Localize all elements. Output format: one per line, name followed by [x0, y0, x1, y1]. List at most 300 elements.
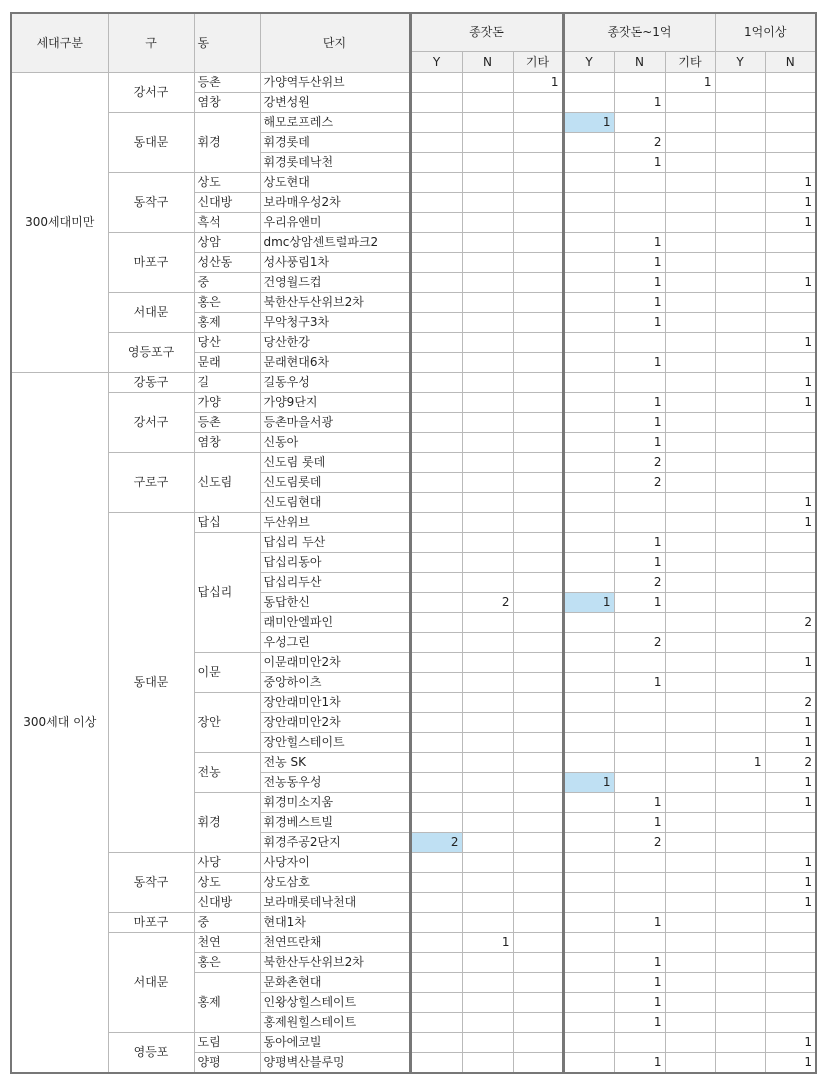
- value-cell: [462, 273, 513, 293]
- value-cell: [665, 893, 715, 913]
- gu-cell: 구로구: [108, 453, 194, 513]
- value-cell: [715, 1013, 765, 1033]
- segment-cell: 300세대 이상: [11, 373, 108, 1074]
- value-cell: [462, 633, 513, 653]
- value-cell: [410, 573, 462, 593]
- dong-cell: 홍은: [194, 293, 260, 313]
- value-cell: [513, 953, 563, 973]
- gu-cell: 서대문: [108, 293, 194, 333]
- value-cell: [715, 573, 765, 593]
- value-cell: [715, 453, 765, 473]
- value-cell: [563, 693, 614, 713]
- value-cell: [462, 773, 513, 793]
- gu-cell: 동작구: [108, 853, 194, 913]
- value-cell: [563, 193, 614, 213]
- value-cell: [715, 293, 765, 313]
- dong-cell: 휘경: [194, 113, 260, 173]
- value-cell: [765, 1013, 816, 1033]
- value-cell: [665, 433, 715, 453]
- value-cell: [513, 693, 563, 713]
- value-cell: [410, 513, 462, 533]
- value-cell: [765, 433, 816, 453]
- dong-cell: 홍은: [194, 953, 260, 973]
- value-cell: [563, 713, 614, 733]
- danji-cell: 휘경롯데낙천: [260, 153, 410, 173]
- table-row: [11, 333, 816, 353]
- value-cell: [513, 813, 563, 833]
- value-cell: [715, 993, 765, 1013]
- value-cell: [665, 773, 715, 793]
- value-cell: [715, 253, 765, 273]
- value-cell: [614, 873, 665, 893]
- value-cell: [563, 553, 614, 573]
- value-cell: [410, 693, 462, 713]
- dong-cell: 중: [194, 273, 260, 293]
- value-cell: [513, 353, 563, 373]
- table-row: [11, 913, 816, 933]
- value-cell: [563, 453, 614, 473]
- value-cell: [462, 533, 513, 553]
- value-cell: [513, 453, 563, 473]
- value-cell: [715, 633, 765, 653]
- value-cell: [715, 893, 765, 913]
- value-cell: [563, 393, 614, 413]
- value-cell: [563, 433, 614, 453]
- dong-cell: 전농: [194, 753, 260, 793]
- value-cell: [614, 733, 665, 753]
- danji-cell: 당산한강: [260, 333, 410, 353]
- header-danji: 단지: [260, 13, 410, 73]
- value-cell: [665, 553, 715, 573]
- value-cell: [614, 753, 665, 773]
- header-seg: 세대구분: [11, 13, 108, 73]
- danji-cell: 래미안엘파인: [260, 613, 410, 633]
- value-cell: [513, 293, 563, 313]
- value-cell: 1: [765, 173, 816, 193]
- danji-cell: 보라매롯데낙천대: [260, 893, 410, 913]
- value-cell: [410, 113, 462, 133]
- value-cell: [765, 353, 816, 373]
- value-cell: [765, 533, 816, 553]
- gu-cell: 서대문: [108, 933, 194, 1033]
- danji-cell: 홍제원힐스테이트: [260, 1013, 410, 1033]
- dong-cell: 천연: [194, 933, 260, 953]
- value-cell: [563, 293, 614, 313]
- header-g3-n: N: [765, 52, 816, 73]
- value-cell: [665, 513, 715, 533]
- value-cell: [665, 573, 715, 593]
- value-cell: [513, 853, 563, 873]
- value-cell: [614, 693, 665, 713]
- danji-cell: 답십리 두산: [260, 533, 410, 553]
- table-row: [11, 1033, 816, 1053]
- value-cell: [715, 853, 765, 873]
- value-cell: 1: [614, 93, 665, 113]
- value-cell: [513, 633, 563, 653]
- value-cell: [715, 113, 765, 133]
- value-cell: [513, 233, 563, 253]
- value-cell: [765, 993, 816, 1013]
- value-cell: 1: [614, 1013, 665, 1033]
- value-cell: [563, 993, 614, 1013]
- value-cell: [665, 673, 715, 693]
- danji-cell: 건영월드컵: [260, 273, 410, 293]
- value-cell: [665, 273, 715, 293]
- value-cell: [462, 333, 513, 353]
- value-cell: [563, 733, 614, 753]
- value-cell: [715, 173, 765, 193]
- value-cell: [614, 373, 665, 393]
- value-cell: [462, 1053, 513, 1074]
- value-cell: [462, 473, 513, 493]
- danji-cell: 두산위브: [260, 513, 410, 533]
- gu-cell: 강서구: [108, 393, 194, 453]
- value-cell: [410, 253, 462, 273]
- value-cell: 1: [614, 313, 665, 333]
- dong-cell: 장안: [194, 693, 260, 753]
- value-cell: [563, 233, 614, 253]
- value-cell: [715, 693, 765, 713]
- value-cell: [665, 193, 715, 213]
- danji-cell: 휘경주공2단지: [260, 833, 410, 853]
- value-cell: [715, 873, 765, 893]
- dong-cell: 신도림: [194, 453, 260, 513]
- value-cell: [513, 653, 563, 673]
- value-cell: [513, 333, 563, 353]
- value-cell: [462, 513, 513, 533]
- value-cell: [563, 673, 614, 693]
- value-cell: 1: [765, 193, 816, 213]
- value-cell: [513, 793, 563, 813]
- danji-cell: 가양역두산위브: [260, 73, 410, 93]
- gu-cell: 영등포: [108, 1033, 194, 1074]
- value-cell: [715, 353, 765, 373]
- value-cell: [410, 653, 462, 673]
- value-cell: [410, 433, 462, 453]
- value-cell: [765, 133, 816, 153]
- value-cell: [410, 933, 462, 953]
- dong-cell: 염창: [194, 93, 260, 113]
- value-cell: [665, 533, 715, 553]
- value-cell: [715, 153, 765, 173]
- header-g2-y: Y: [563, 52, 614, 73]
- danji-cell: 무악청구3차: [260, 313, 410, 333]
- value-cell: [765, 593, 816, 613]
- value-cell: [513, 873, 563, 893]
- value-cell: [410, 213, 462, 233]
- header-g1-etc: 기타: [513, 52, 563, 73]
- value-cell: [513, 273, 563, 293]
- value-cell: [765, 833, 816, 853]
- value-cell: [410, 593, 462, 613]
- value-cell: [563, 1013, 614, 1033]
- value-cell: [410, 413, 462, 433]
- value-cell: [665, 233, 715, 253]
- value-cell: 2: [765, 753, 816, 773]
- value-cell: [513, 713, 563, 733]
- value-cell: 2: [614, 133, 665, 153]
- value-cell: [715, 593, 765, 613]
- dong-cell: 중: [194, 913, 260, 933]
- dong-cell: 성산동: [194, 253, 260, 273]
- value-cell: [715, 313, 765, 333]
- value-cell: [563, 573, 614, 593]
- value-cell: [462, 93, 513, 113]
- table-row: [11, 113, 816, 133]
- value-cell: 1: [563, 593, 614, 613]
- value-cell: 1: [765, 733, 816, 753]
- gu-cell: 강서구: [108, 73, 194, 113]
- value-cell: [715, 193, 765, 213]
- value-cell: [665, 93, 715, 113]
- value-cell: [462, 493, 513, 513]
- value-cell: 1: [765, 793, 816, 813]
- value-cell: [765, 633, 816, 653]
- value-cell: [715, 933, 765, 953]
- dong-cell: 상암: [194, 233, 260, 253]
- danji-cell: 전농동우성: [260, 773, 410, 793]
- value-cell: [715, 493, 765, 513]
- value-cell: 1: [614, 533, 665, 553]
- value-cell: [665, 133, 715, 153]
- value-cell: [410, 853, 462, 873]
- value-cell: 2: [614, 453, 665, 473]
- header-dong: 동: [194, 13, 260, 73]
- value-cell: [715, 773, 765, 793]
- value-cell: [410, 673, 462, 693]
- value-cell: [410, 193, 462, 213]
- value-cell: [614, 613, 665, 633]
- gu-cell: 강동구: [108, 373, 194, 393]
- value-cell: 1: [765, 393, 816, 413]
- value-cell: [513, 913, 563, 933]
- value-cell: [513, 593, 563, 613]
- danji-cell: 성사풍림1차: [260, 253, 410, 273]
- danji-cell: 양평벽산블루밍: [260, 1053, 410, 1074]
- value-cell: [462, 153, 513, 173]
- value-cell: [410, 733, 462, 753]
- value-cell: [563, 873, 614, 893]
- value-cell: [614, 893, 665, 913]
- dong-cell: 답십리: [194, 533, 260, 653]
- danji-cell: 전농 SK: [260, 753, 410, 773]
- value-cell: [614, 173, 665, 193]
- value-cell: [665, 933, 715, 953]
- value-cell: 2: [462, 593, 513, 613]
- value-cell: [563, 633, 614, 653]
- value-cell: [513, 973, 563, 993]
- danji-cell: 동답한신: [260, 593, 410, 613]
- table-row: [11, 933, 816, 953]
- value-cell: [513, 133, 563, 153]
- value-cell: [715, 233, 765, 253]
- value-cell: [614, 73, 665, 93]
- value-cell: [665, 733, 715, 753]
- value-cell: [665, 853, 715, 873]
- table-row: [11, 293, 816, 313]
- danji-cell: 동아에코빌: [260, 1033, 410, 1053]
- value-cell: 1: [614, 1053, 665, 1074]
- value-cell: 1: [765, 713, 816, 733]
- value-cell: [563, 333, 614, 353]
- value-cell: [665, 293, 715, 313]
- value-cell: [665, 333, 715, 353]
- dong-cell: 신대방: [194, 893, 260, 913]
- danji-cell: 상도삼호: [260, 873, 410, 893]
- value-cell: [410, 1013, 462, 1033]
- dong-cell: 이문: [194, 653, 260, 693]
- value-cell: 1: [614, 433, 665, 453]
- value-cell: [614, 713, 665, 733]
- value-cell: 1: [715, 753, 765, 773]
- value-cell: 1: [614, 233, 665, 253]
- gu-cell: 동대문: [108, 113, 194, 173]
- value-cell: [410, 713, 462, 733]
- value-cell: [715, 973, 765, 993]
- table-row: [11, 393, 816, 413]
- value-cell: [715, 433, 765, 453]
- header-g2-etc: 기타: [665, 52, 715, 73]
- value-cell: [665, 793, 715, 813]
- value-cell: [513, 313, 563, 333]
- dong-cell: 당산: [194, 333, 260, 353]
- value-cell: [410, 133, 462, 153]
- value-cell: [715, 73, 765, 93]
- value-cell: [665, 913, 715, 933]
- danji-cell: 신도림 롯데: [260, 453, 410, 473]
- value-cell: [765, 233, 816, 253]
- value-cell: [715, 553, 765, 573]
- value-cell: [410, 893, 462, 913]
- value-cell: [563, 1053, 614, 1074]
- value-cell: 1: [765, 853, 816, 873]
- value-cell: [410, 493, 462, 513]
- value-cell: [715, 613, 765, 633]
- value-cell: [410, 313, 462, 333]
- value-cell: [665, 353, 715, 373]
- value-cell: [614, 213, 665, 233]
- value-cell: [715, 213, 765, 233]
- value-cell: 1: [614, 153, 665, 173]
- value-cell: 1: [765, 493, 816, 513]
- header-group-seed: 종잣돈: [410, 13, 563, 52]
- value-cell: [513, 433, 563, 453]
- value-cell: [513, 673, 563, 693]
- value-cell: 1: [614, 293, 665, 313]
- value-cell: [410, 353, 462, 373]
- danji-cell: 강변성원: [260, 93, 410, 113]
- value-cell: 2: [614, 573, 665, 593]
- value-cell: [513, 773, 563, 793]
- danji-cell: 보라매우성2차: [260, 193, 410, 213]
- value-cell: [715, 733, 765, 753]
- value-cell: 1: [765, 513, 816, 533]
- value-cell: [410, 993, 462, 1013]
- dong-cell: 양평: [194, 1053, 260, 1074]
- danji-cell: dmc상암센트럴파크2: [260, 233, 410, 253]
- value-cell: [563, 213, 614, 233]
- value-cell: [410, 453, 462, 473]
- value-cell: [513, 893, 563, 913]
- value-cell: [410, 553, 462, 573]
- value-cell: 1: [614, 813, 665, 833]
- value-cell: [513, 833, 563, 853]
- value-cell: [715, 333, 765, 353]
- value-cell: 1: [462, 933, 513, 953]
- danji-cell: 등촌마을서광: [260, 413, 410, 433]
- value-cell: [513, 513, 563, 533]
- value-cell: [513, 393, 563, 413]
- danji-cell: 길동우성: [260, 373, 410, 393]
- value-cell: [410, 333, 462, 353]
- value-cell: 1: [765, 893, 816, 913]
- dong-cell: 답십: [194, 513, 260, 533]
- value-cell: 1: [765, 653, 816, 673]
- table-row: [11, 453, 816, 473]
- value-cell: [563, 373, 614, 393]
- value-cell: [410, 233, 462, 253]
- value-cell: [462, 293, 513, 313]
- value-cell: [563, 73, 614, 93]
- header-g2-n: N: [614, 52, 665, 73]
- value-cell: 1: [614, 913, 665, 933]
- value-cell: 1: [614, 973, 665, 993]
- value-cell: [665, 473, 715, 493]
- value-cell: 1: [765, 373, 816, 393]
- value-cell: 2: [410, 833, 462, 853]
- value-cell: [410, 953, 462, 973]
- value-cell: [462, 873, 513, 893]
- dong-cell: 도림: [194, 1033, 260, 1053]
- value-cell: [513, 553, 563, 573]
- dong-cell: 가양: [194, 393, 260, 413]
- value-cell: 1: [765, 333, 816, 353]
- value-cell: [665, 833, 715, 853]
- value-cell: [715, 713, 765, 733]
- danji-cell: 신도림롯데: [260, 473, 410, 493]
- value-cell: [462, 673, 513, 693]
- value-cell: [614, 1033, 665, 1053]
- value-cell: 1: [765, 273, 816, 293]
- value-cell: [563, 953, 614, 973]
- value-cell: [614, 113, 665, 133]
- value-cell: [513, 213, 563, 233]
- value-cell: [462, 953, 513, 973]
- value-cell: 1: [614, 993, 665, 1013]
- value-cell: [410, 873, 462, 893]
- value-cell: [665, 453, 715, 473]
- value-cell: [715, 393, 765, 413]
- value-cell: [563, 1033, 614, 1053]
- value-cell: [410, 1033, 462, 1053]
- danji-cell: 중앙하이츠: [260, 673, 410, 693]
- value-cell: [410, 793, 462, 813]
- danji-cell: 장안래미안1차: [260, 693, 410, 713]
- value-cell: [665, 1013, 715, 1033]
- value-cell: [462, 1013, 513, 1033]
- value-cell: [410, 153, 462, 173]
- value-cell: 2: [614, 473, 665, 493]
- value-cell: [765, 553, 816, 573]
- value-cell: [563, 653, 614, 673]
- value-cell: [665, 693, 715, 713]
- table-row: [11, 853, 816, 873]
- value-cell: [715, 373, 765, 393]
- value-cell: [765, 673, 816, 693]
- value-cell: 1: [765, 773, 816, 793]
- value-cell: [462, 73, 513, 93]
- danji-cell: 문화촌현대: [260, 973, 410, 993]
